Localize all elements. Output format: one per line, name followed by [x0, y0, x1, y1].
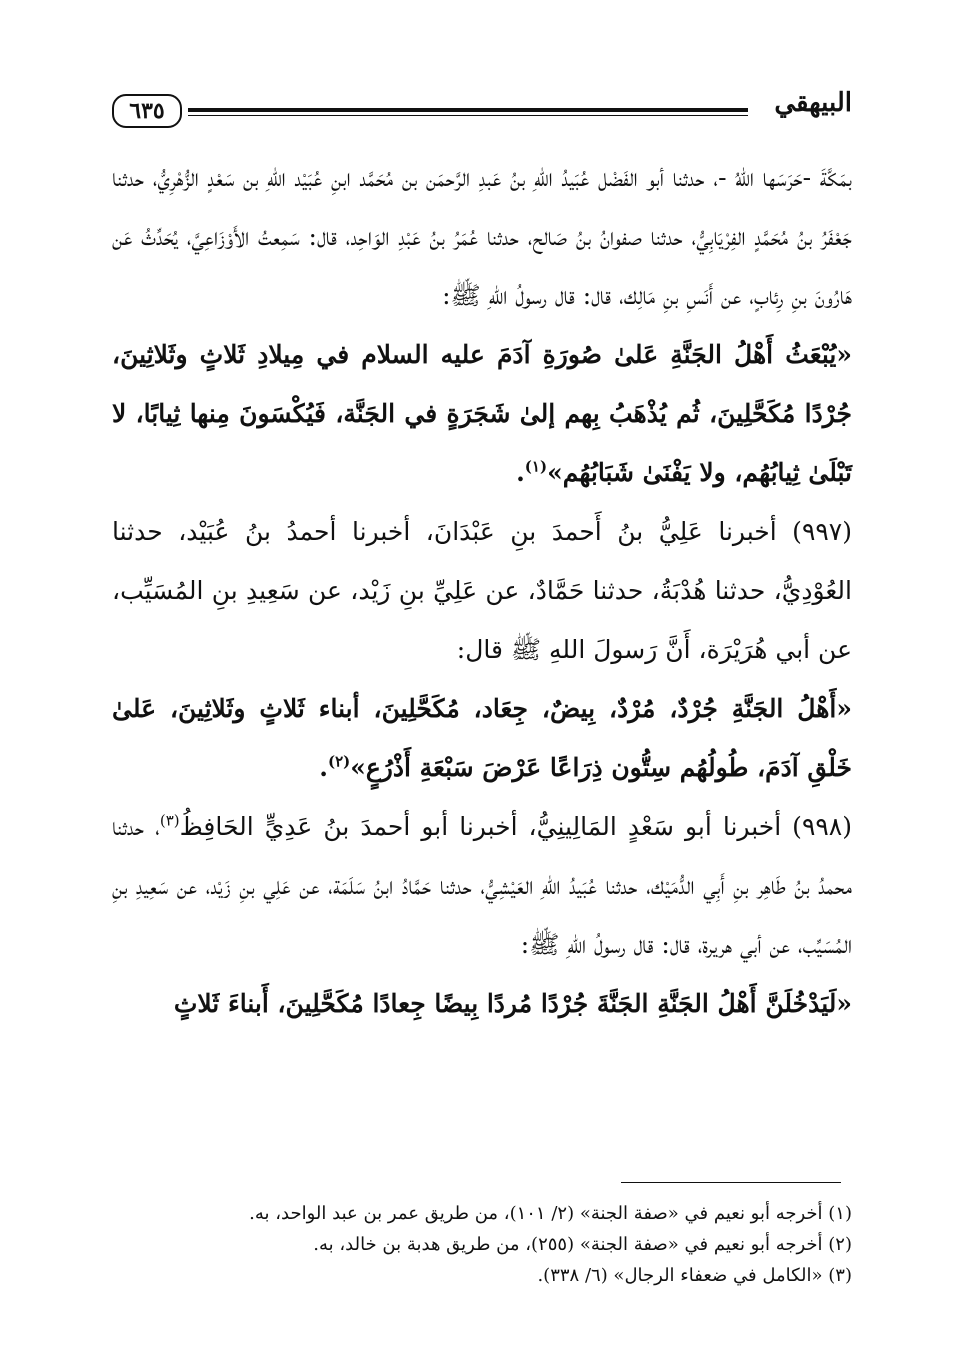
paragraph-1-text: بمَكَّةَ -حَرَسَها اللهُ -، حدثنا أبو الفَضْل عُبَيدُ اللهِ بنُ عَبدِ الرَّحمَن بن مُحَمَّد ابنِ عُبَيْد اللهِ بن سَعْدٍ الزُّهْرِيُّ، حدثنا جَعْفَرُ بنُ مُحَمَّدٍ الفِرْيَابِيُّ، حدثنا صفوانُ بنُ صَالح، حدثنا عُمَرُ بنُ عَبْدِ الوَاحِد، قال: سَمِعتُ الأَوْزَاعِيَّ، يُحَدِّثُ عَن هَارُونَ بنِ رِئابٍ، عن أَنَسِ بنِ مَالِك، قال: قال رسولُ اللهِ ﷺ:: [112, 163, 852, 310]
hadith-2-text: «أَهْلُ الجَنَّةِ جُرْدٌ، مُرْدٌ، بِيضٌ، جِعَاد، مُكَحَّلِينَ، أبناء ثَلاثٍ وثَلاثِينَ، عَلىٰ خَلْقِ آدَمَ، طُولُهُم سِتُّون ذِرَاعًا عَرْضَ سَبْعَةِ أَذْرُعٍ»: [112, 694, 852, 782]
footnote-2: (٢) أخرجه أبو نعيم في «صفة الجنة» (٢٥٥)، من طريق هدبة بن خالد، به.: [313, 1234, 852, 1255]
paragraph-998: [112, 797, 852, 974]
paragraph-997: [112, 502, 852, 679]
footnote-ref-2: (٢): [327, 752, 351, 771]
page-number: ٦٣٥: [112, 94, 182, 128]
paragraph-998-text: (٩٩٨) أخبرنا أبو سَعْدٍ المَالِينِيُّ، أخبرنا أبو أحمدَ بنُ عَدِيٍّ الحَافِظُ: [179, 812, 852, 841]
footnote-1: (١) أخرجه أبو نعيم في «صفة الجنة» (٢/ ١٠١)، من طريق عمر بن عبد الواحد، به.: [249, 1203, 852, 1224]
hadith-3-text: «لَيَدْخُلَنَّ أَهْلُ الجَنَّةِ الجَنَّةَ جُرْدًا مُردًا بِيضًا جِعادًا مُكَحَّلِينَ، أَبناءَ ثَلاثٍ: [173, 989, 852, 1018]
header-rule: [188, 108, 748, 112]
footnote-3: (٣) «الكامل في ضعفاء الرجال» (٦/ ٣٣٨).: [537, 1265, 852, 1286]
page-header: [112, 88, 852, 138]
footnote-ref-3: (٣): [159, 811, 180, 830]
paragraph-997-text: (٩٩٧) أخبرنا عَلِيُّ بنُ أَحمدَ بنِ عَبْدَانَ، أخبرنا أحمدُ بنُ عُبَيْد، حدثنا العُوْدِيُّ، حدثنا هُدْبَةُ، حدثنا حَمَّادٌ، عن عَلِيِّ بنِ زَيْد، عن سَعِيدِ بنِ المُسَيِّب، عن أبي هُرَيْرَة، أَنَّ رَسولَ اللهِ ﷺ قال:: [112, 517, 852, 664]
hadith-3: [112, 974, 852, 1033]
footnotes: [112, 1198, 852, 1291]
running-title: البيهقي: [774, 88, 852, 118]
footnote-separator: [621, 1182, 841, 1183]
header-rule-thin: [188, 115, 748, 116]
hadith-2: «أَهْلُ الجَنَّةِ جُرْدٌ، مُرْدٌ، بِيضٌ، جِعَاد، مُكَحَّلِينَ، أبناء ثَلاثٍ وثَلاثِينَ، عَلىٰ خَلْقِ آدَمَ، طُولُهُم سِتُّون ذِرَاعًا عَرْضَ سَبْعَةِ أَذْرُعٍ»$^{(٢)}$.: [112, 694, 852, 782]
hadith-1-text: «يُبْعَثُ أَهْلُ الجَنَّةِ عَلىٰ صُورَةِ آدَمَ عليه السلام في مِيلادِ ثَلاثٍ وثَلاثِينَ، جُرْدًا مُكَحَّلِينَ، ثُم يُذْهَبُ بِهم إلىٰ شَجَرَةٍ في الجَنَّة، فَيُكْسَونَ مِنها ثِيابًا، لا تَبْلَىٰ ثِيابُهُم، ولا يَفْنَىٰ شَبَابُهُم»: [112, 340, 852, 487]
hadith-1: «يُبْعَثُ أَهْلُ الجَنَّةِ عَلىٰ صُورَةِ آدَمَ عليه السلام في مِيلادِ ثَلاثٍ وثَلاثِينَ، جُرْدًا مُكَحَّلِينَ، ثُم يُذْهَبُ بِهم إلىٰ شَجَرَةٍ في الجَنَّة، فَيُكْسَونَ مِنها ثِيابًا، لا تَبْلَىٰ ثِيابُهُم، ولا يَفْنَىٰ شَبَابُهُم»$^{(١)}$.: [112, 340, 852, 487]
paragraph-998-rest: ، حدثنا محمدُ بنُ طَاهِر بنِ أَبِي الدُّمَيْك، حدثنا عُبَيدُ اللهِ العَيْشِيُّ، حدثنا حَمَّادُ ابنُ سَلَمَة، عن عَلِي بنِ زَيْد، عن سَعِيدِ بنِ المُسَيِّب، عن أبي هريرة، قال: قال رسولُ اللهِ ﷺ:: [112, 812, 852, 959]
footnote-ref-1: (١): [524, 457, 548, 476]
paragraph-1: [112, 148, 852, 325]
main-text: [112, 148, 852, 1033]
